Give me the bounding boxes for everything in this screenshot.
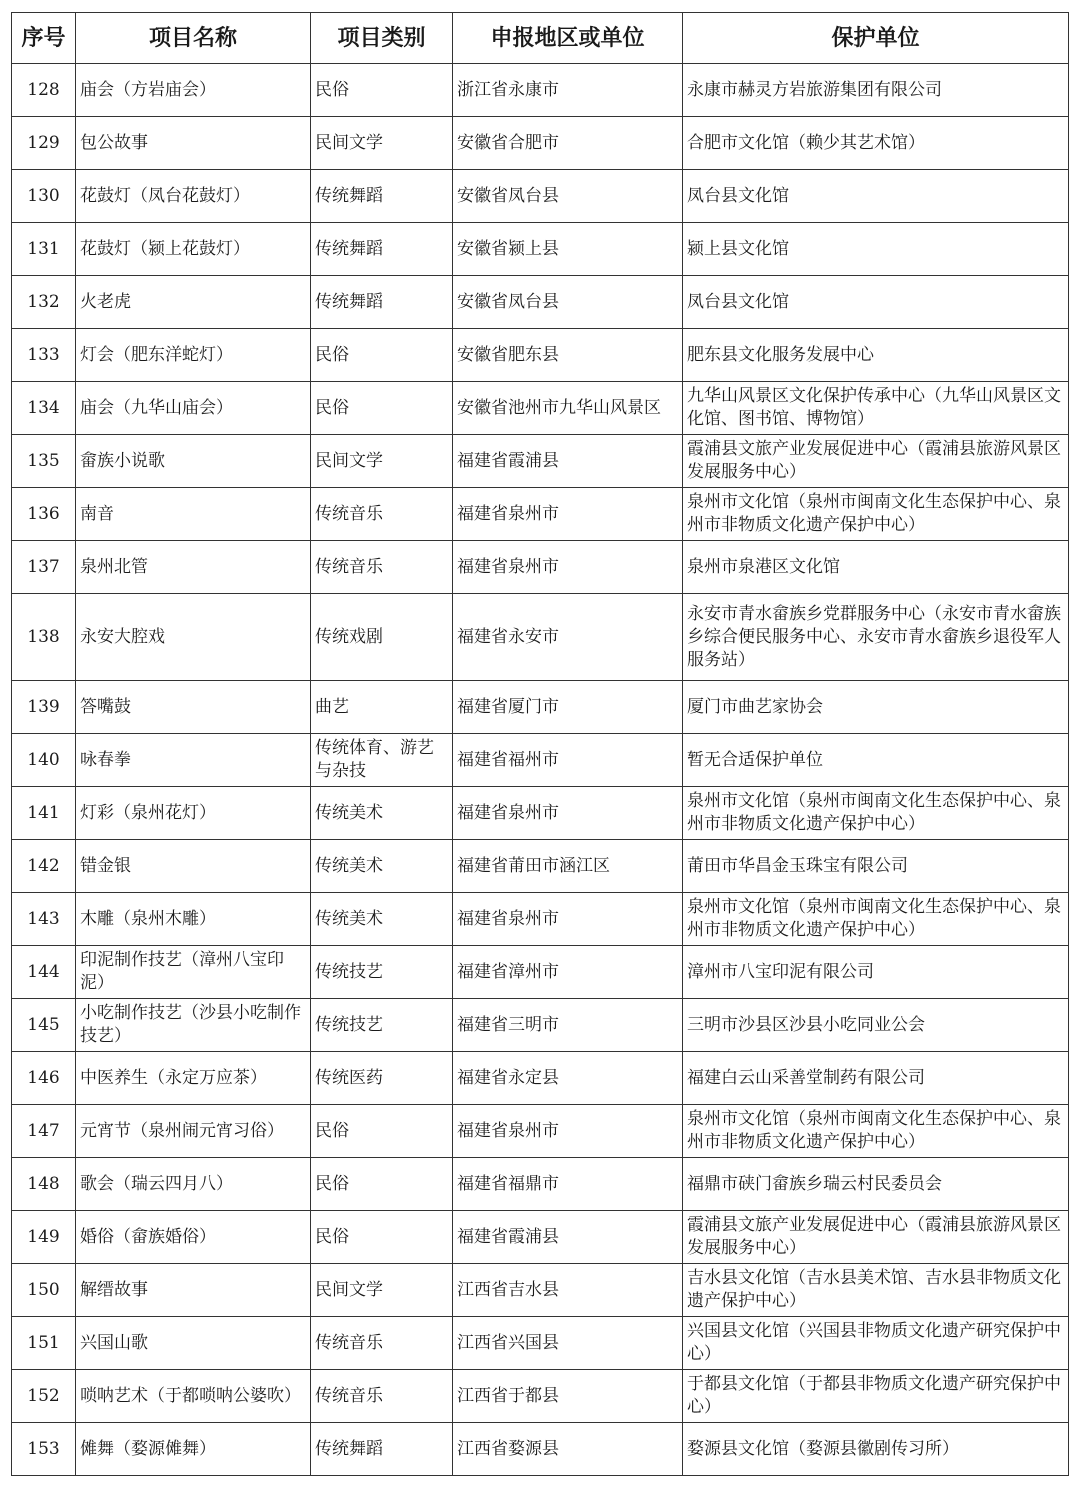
cell-category: 传统技艺: [311, 999, 453, 1052]
cell-name: 中医养生（永定万应茶）: [76, 1052, 311, 1105]
table-row: [12, 946, 1069, 999]
cell-category: 传统舞蹈: [311, 223, 453, 276]
cell-no: 143: [12, 893, 76, 946]
cell-category: 民间文学: [311, 435, 453, 488]
header-protection-unit: 保护单位: [683, 13, 1069, 64]
cell-category: 传统舞蹈: [311, 1423, 453, 1476]
cell-name: 兴国山歌: [76, 1317, 311, 1370]
cell-name: 永安大腔戏: [76, 594, 311, 681]
cell-category: 传统音乐: [311, 1370, 453, 1423]
cell-region: 福建省福鼎市: [453, 1158, 683, 1211]
table-row: [12, 329, 1069, 382]
cell-region: 福建省永安市: [453, 594, 683, 681]
table-row: [12, 170, 1069, 223]
cell-unit: 永康市赫灵方岩旅游集团有限公司: [683, 64, 1069, 117]
cell-region: 安徽省凤台县: [453, 276, 683, 329]
cell-name: 答嘴鼓: [76, 681, 311, 734]
cell-region: 江西省吉水县: [453, 1264, 683, 1317]
heritage-list-table: [11, 12, 1069, 1476]
cell-region: 浙江省永康市: [453, 64, 683, 117]
cell-name: 解缙故事: [76, 1264, 311, 1317]
cell-category: 民俗: [311, 329, 453, 382]
table-row: [12, 1423, 1069, 1476]
cell-unit: 泉州市文化馆（泉州市闽南文化生态保护中心、泉州市非物质文化遗产保护中心）: [683, 488, 1069, 541]
cell-unit: 厦门市曲艺家协会: [683, 681, 1069, 734]
cell-category: 传统美术: [311, 893, 453, 946]
cell-unit: 莆田市华昌金玉珠宝有限公司: [683, 840, 1069, 893]
table-row: [12, 840, 1069, 893]
cell-category: 传统音乐: [311, 1317, 453, 1370]
table-row: [12, 64, 1069, 117]
cell-unit: 颍上县文化馆: [683, 223, 1069, 276]
cell-category: 民俗: [311, 382, 453, 435]
cell-unit: 于都县文化馆（于都县非物质文化遗产研究保护中心）: [683, 1370, 1069, 1423]
cell-unit: 漳州市八宝印泥有限公司: [683, 946, 1069, 999]
cell-name: 庙会（方岩庙会）: [76, 64, 311, 117]
table-row: [12, 594, 1069, 681]
cell-region: 福建省泉州市: [453, 541, 683, 594]
table-row: [12, 488, 1069, 541]
cell-category: 民俗: [311, 1105, 453, 1158]
cell-name: 花鼓灯（凤台花鼓灯）: [76, 170, 311, 223]
cell-name: 花鼓灯（颍上花鼓灯）: [76, 223, 311, 276]
cell-region: 安徽省颍上县: [453, 223, 683, 276]
cell-category: 曲艺: [311, 681, 453, 734]
cell-unit: 泉州市泉港区文化馆: [683, 541, 1069, 594]
cell-no: 152: [12, 1370, 76, 1423]
table-row: [12, 1158, 1069, 1211]
cell-name: 南音: [76, 488, 311, 541]
table-row: [12, 734, 1069, 787]
cell-no: 139: [12, 681, 76, 734]
cell-region: 福建省霞浦县: [453, 1211, 683, 1264]
cell-unit: 泉州市文化馆（泉州市闽南文化生态保护中心、泉州市非物质文化遗产保护中心）: [683, 787, 1069, 840]
cell-region: 江西省于都县: [453, 1370, 683, 1423]
header-region: 申报地区或单位: [453, 13, 683, 64]
cell-region: 江西省婺源县: [453, 1423, 683, 1476]
table-header: [12, 13, 1069, 64]
cell-category: 民间文学: [311, 117, 453, 170]
cell-region: 安徽省合肥市: [453, 117, 683, 170]
table-row: [12, 382, 1069, 435]
heritage-list-table-container: [11, 12, 1068, 1476]
cell-no: 141: [12, 787, 76, 840]
cell-unit: 福鼎市硖门畲族乡瑞云村民委员会: [683, 1158, 1069, 1211]
cell-name: 庙会（九华山庙会）: [76, 382, 311, 435]
cell-category: 传统舞蹈: [311, 170, 453, 223]
cell-region: 福建省三明市: [453, 999, 683, 1052]
header-no: 序号: [12, 13, 76, 64]
table-row: [12, 1105, 1069, 1158]
cell-name: 婚俗（畲族婚俗）: [76, 1211, 311, 1264]
table-body: [12, 64, 1069, 1476]
table-row: [12, 276, 1069, 329]
cell-region: 福建省泉州市: [453, 488, 683, 541]
cell-no: 129: [12, 117, 76, 170]
table-row: [12, 1264, 1069, 1317]
cell-unit: 凤台县文化馆: [683, 170, 1069, 223]
cell-no: 153: [12, 1423, 76, 1476]
header-row: [12, 13, 1069, 64]
cell-region: 安徽省凤台县: [453, 170, 683, 223]
table-row: [12, 435, 1069, 488]
cell-name: 灯彩（泉州花灯）: [76, 787, 311, 840]
cell-region: 福建省泉州市: [453, 1105, 683, 1158]
cell-category: 传统戏剧: [311, 594, 453, 681]
table-row: [12, 893, 1069, 946]
table-row: [12, 117, 1069, 170]
cell-name: 唢呐艺术（于都唢呐公婆吹）: [76, 1370, 311, 1423]
table-row: [12, 1317, 1069, 1370]
cell-unit: 吉水县文化馆（吉水县美术馆、吉水县非物质文化遗产保护中心）: [683, 1264, 1069, 1317]
cell-unit: 霞浦县文旅产业发展促进中心（霞浦县旅游风景区发展服务中心）: [683, 1211, 1069, 1264]
cell-no: 134: [12, 382, 76, 435]
cell-name: 印泥制作技艺（漳州八宝印泥）: [76, 946, 311, 999]
cell-name: 咏春拳: [76, 734, 311, 787]
cell-category: 民间文学: [311, 1264, 453, 1317]
cell-no: 146: [12, 1052, 76, 1105]
cell-unit: 福建白云山采善堂制药有限公司: [683, 1052, 1069, 1105]
cell-unit: 九华山风景区文化保护传承中心（九华山风景区文化馆、图书馆、博物馆）: [683, 382, 1069, 435]
cell-no: 144: [12, 946, 76, 999]
cell-unit: 凤台县文化馆: [683, 276, 1069, 329]
cell-no: 135: [12, 435, 76, 488]
cell-no: 128: [12, 64, 76, 117]
cell-no: 130: [12, 170, 76, 223]
cell-category: 民俗: [311, 1158, 453, 1211]
cell-unit: 三明市沙县区沙县小吃同业公会: [683, 999, 1069, 1052]
table-row: [12, 1052, 1069, 1105]
cell-region: 安徽省肥东县: [453, 329, 683, 382]
table-row: [12, 999, 1069, 1052]
cell-category: 传统美术: [311, 787, 453, 840]
cell-region: 安徽省池州市九华山风景区: [453, 382, 683, 435]
cell-unit: 泉州市文化馆（泉州市闽南文化生态保护中心、泉州市非物质文化遗产保护中心）: [683, 1105, 1069, 1158]
cell-unit: 肥东县文化服务发展中心: [683, 329, 1069, 382]
cell-region: 福建省泉州市: [453, 787, 683, 840]
cell-category: 传统舞蹈: [311, 276, 453, 329]
cell-category: 传统体育、游艺与杂技: [311, 734, 453, 787]
table-row: [12, 1370, 1069, 1423]
cell-name: 错金银: [76, 840, 311, 893]
cell-no: 138: [12, 594, 76, 681]
cell-category: 民俗: [311, 1211, 453, 1264]
header-project-name: 项目名称: [76, 13, 311, 64]
cell-no: 147: [12, 1105, 76, 1158]
table-row: [12, 787, 1069, 840]
cell-name: 畲族小说歌: [76, 435, 311, 488]
table-row: [12, 681, 1069, 734]
cell-no: 131: [12, 223, 76, 276]
cell-category: 民俗: [311, 64, 453, 117]
cell-region: 福建省霞浦县: [453, 435, 683, 488]
table-row: [12, 223, 1069, 276]
cell-name: 元宵节（泉州闹元宵习俗）: [76, 1105, 311, 1158]
cell-region: 江西省兴国县: [453, 1317, 683, 1370]
cell-name: 包公故事: [76, 117, 311, 170]
cell-no: 149: [12, 1211, 76, 1264]
cell-region: 福建省漳州市: [453, 946, 683, 999]
cell-name: 歌会（瑞云四月八）: [76, 1158, 311, 1211]
cell-name: 小吃制作技艺（沙县小吃制作技艺）: [76, 999, 311, 1052]
cell-category: 传统音乐: [311, 541, 453, 594]
cell-no: 133: [12, 329, 76, 382]
cell-no: 136: [12, 488, 76, 541]
cell-no: 145: [12, 999, 76, 1052]
cell-unit: 合肥市文化馆（赖少其艺术馆）: [683, 117, 1069, 170]
header-category: 项目类别: [311, 13, 453, 64]
cell-name: 火老虎: [76, 276, 311, 329]
table-row: [12, 541, 1069, 594]
cell-no: 151: [12, 1317, 76, 1370]
cell-region: 福建省厦门市: [453, 681, 683, 734]
cell-region: 福建省泉州市: [453, 893, 683, 946]
cell-name: 灯会（肥东洋蛇灯）: [76, 329, 311, 382]
cell-name: 泉州北管: [76, 541, 311, 594]
cell-name: 傩舞（婺源傩舞）: [76, 1423, 311, 1476]
cell-no: 148: [12, 1158, 76, 1211]
cell-region: 福建省福州市: [453, 734, 683, 787]
cell-unit: 泉州市文化馆（泉州市闽南文化生态保护中心、泉州市非物质文化遗产保护中心）: [683, 893, 1069, 946]
cell-unit: 霞浦县文旅产业发展促进中心（霞浦县旅游风景区发展服务中心）: [683, 435, 1069, 488]
cell-category: 传统技艺: [311, 946, 453, 999]
cell-no: 140: [12, 734, 76, 787]
cell-no: 150: [12, 1264, 76, 1317]
cell-no: 142: [12, 840, 76, 893]
table-row: [12, 1211, 1069, 1264]
cell-unit: 兴国县文化馆（兴国县非物质文化遗产研究保护中心）: [683, 1317, 1069, 1370]
cell-category: 传统美术: [311, 840, 453, 893]
cell-no: 132: [12, 276, 76, 329]
cell-unit: 婺源县文化馆（婺源县徽剧传习所）: [683, 1423, 1069, 1476]
cell-category: 传统音乐: [311, 488, 453, 541]
cell-unit: 永安市青水畲族乡党群服务中心（永安市青水畲族乡综合便民服务中心、永安市青水畲族乡退役军人服务站）: [683, 594, 1069, 681]
cell-region: 福建省莆田市涵江区: [453, 840, 683, 893]
cell-category: 传统医药: [311, 1052, 453, 1105]
cell-region: 福建省永定县: [453, 1052, 683, 1105]
cell-unit: 暂无合适保护单位: [683, 734, 1069, 787]
cell-no: 137: [12, 541, 76, 594]
cell-name: 木雕（泉州木雕）: [76, 893, 311, 946]
